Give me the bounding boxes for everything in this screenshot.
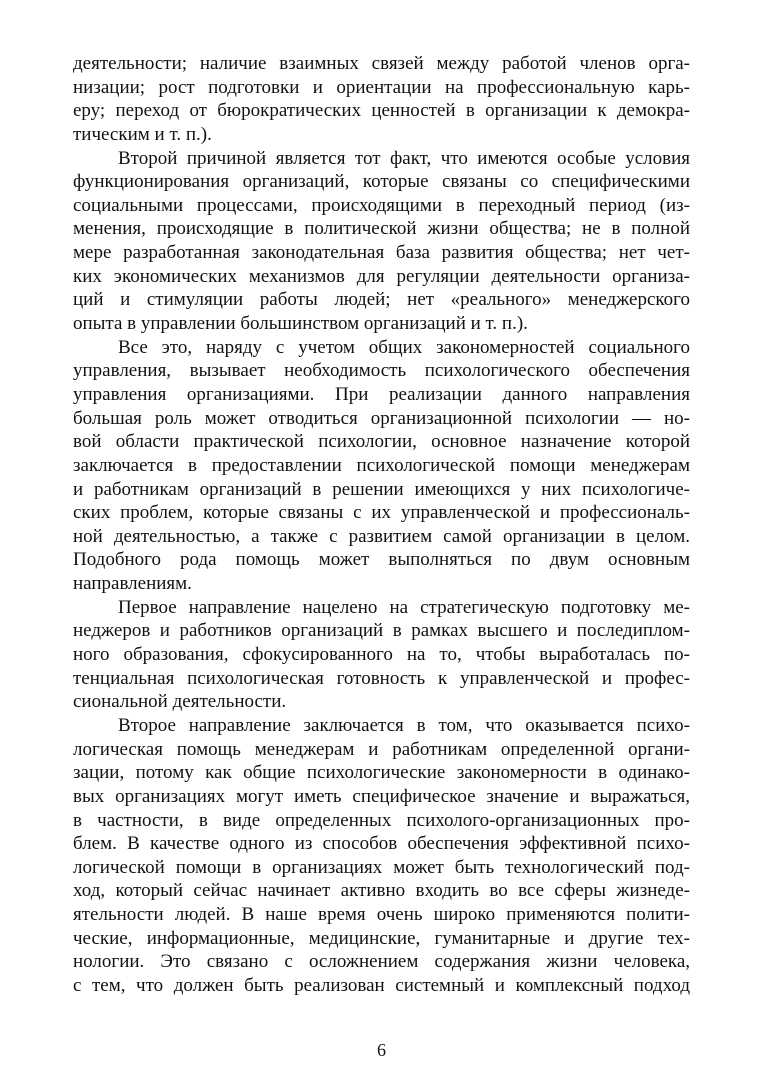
text-line: логической помощи в организациях может быть технологический под-	[73, 856, 690, 878]
text-line: функционирования организаций, которые связаны со специфическими	[73, 171, 690, 193]
text-line: логическая помощь менеджерам и работникам определенной органи-	[73, 738, 690, 760]
text-line: зации, потому как общие психологические закономерности в одинако-	[73, 762, 690, 784]
text-line: сиональной деятельности.	[73, 691, 287, 713]
text-line: Первое направление нацелено на стратегическую подготовку ме-	[118, 596, 690, 618]
text-line: ций и стимуляции работы людей; нет «реального» менеджерского	[73, 289, 690, 311]
text-line: низации; рост подготовки и ориентации на профессиональную карь-	[73, 76, 690, 98]
text-line: блем. В качестве одного из способов обеспечения эффективной психо-	[73, 833, 690, 855]
page-body	[73, 52, 690, 998]
text-line: ятельности людей. В наше время очень широко применяются полити-	[73, 904, 690, 926]
text-line: управления, вызывает необходимость психологического обеспечения	[73, 360, 690, 382]
text-line: тическим и т. п.).	[73, 123, 212, 145]
text-line: тенциальная психологическая готовность к управленческой и профес-	[73, 667, 690, 689]
paragraph	[73, 52, 690, 147]
text-line: Подобного рода помощь может выполняться по двум основным	[73, 549, 690, 571]
paragraph	[73, 336, 690, 596]
text-line: опыта в управлении большинством организаций и т. п.).	[73, 313, 528, 335]
text-line: ной деятельностью, а также с развитием самой организации в целом.	[73, 525, 690, 547]
page-number: 6	[377, 1040, 386, 1060]
text-line: в частности, в виде определенных психолого-организационных про-	[73, 809, 690, 831]
text-line: ход, который сейчас начинает активно входить во все сферы жизнеде-	[73, 880, 690, 902]
text-line: еру; переход от бюрократических ценностей в организации к демокра-	[73, 100, 690, 122]
text-line: нологии. Это связано с осложнением содержания жизни человека,	[73, 951, 690, 973]
text-line: неджеров и работников организаций в рамках высшего и последиплом-	[73, 620, 690, 642]
paragraph	[73, 714, 690, 998]
text-line: Второе направление заключается в том, что оказывается психо-	[118, 714, 690, 736]
text-line: мере разработанная законодательная база развития общества; нет чет-	[73, 242, 690, 264]
text-line: ческие, информационные, медицинские, гуманитарные и другие тех-	[73, 927, 690, 949]
paragraph	[73, 147, 690, 336]
text-line: вых организациях могут иметь специфическое значение и выражаться,	[73, 785, 690, 807]
text-line: Все это, наряду с учетом общих закономерностей социального	[118, 336, 690, 358]
text-line: менения, происходящие в политической жизни общества; не в полной	[73, 218, 690, 240]
text-line: большая роль может отводиться организационной психологии — но-	[73, 407, 690, 429]
text-line: управления организациями. При реализации данного направления	[73, 383, 690, 405]
text-line: с тем, что должен быть реализован системный и комплексный подход	[73, 974, 690, 996]
text-line: заключается в предоставлении психологической помощи менеджерам	[73, 454, 690, 476]
text-line: вой области практической психологии, основное назначение которой	[73, 431, 690, 453]
text-line: Второй причиной является тот факт, что имеются особые условия	[118, 147, 690, 169]
text-line: и работникам организаций в решении имеющихся у них психологиче-	[73, 478, 690, 500]
text-line: социальными процессами, происходящими в переходный период (из-	[73, 194, 690, 216]
text-line: ких экономических механизмов для регуляции деятельности организа-	[73, 265, 690, 287]
text-line: ских проблем, которые связаны с их управленческой и профессиональ-	[73, 502, 690, 524]
text-line: направлениям.	[73, 573, 192, 595]
paragraph	[73, 596, 690, 714]
text-line: ного образования, сфокусированного на то, чтобы выработалась по-	[73, 644, 690, 666]
text-line: деятельности; наличие взаимных связей между работой членов орга-	[73, 53, 690, 74]
